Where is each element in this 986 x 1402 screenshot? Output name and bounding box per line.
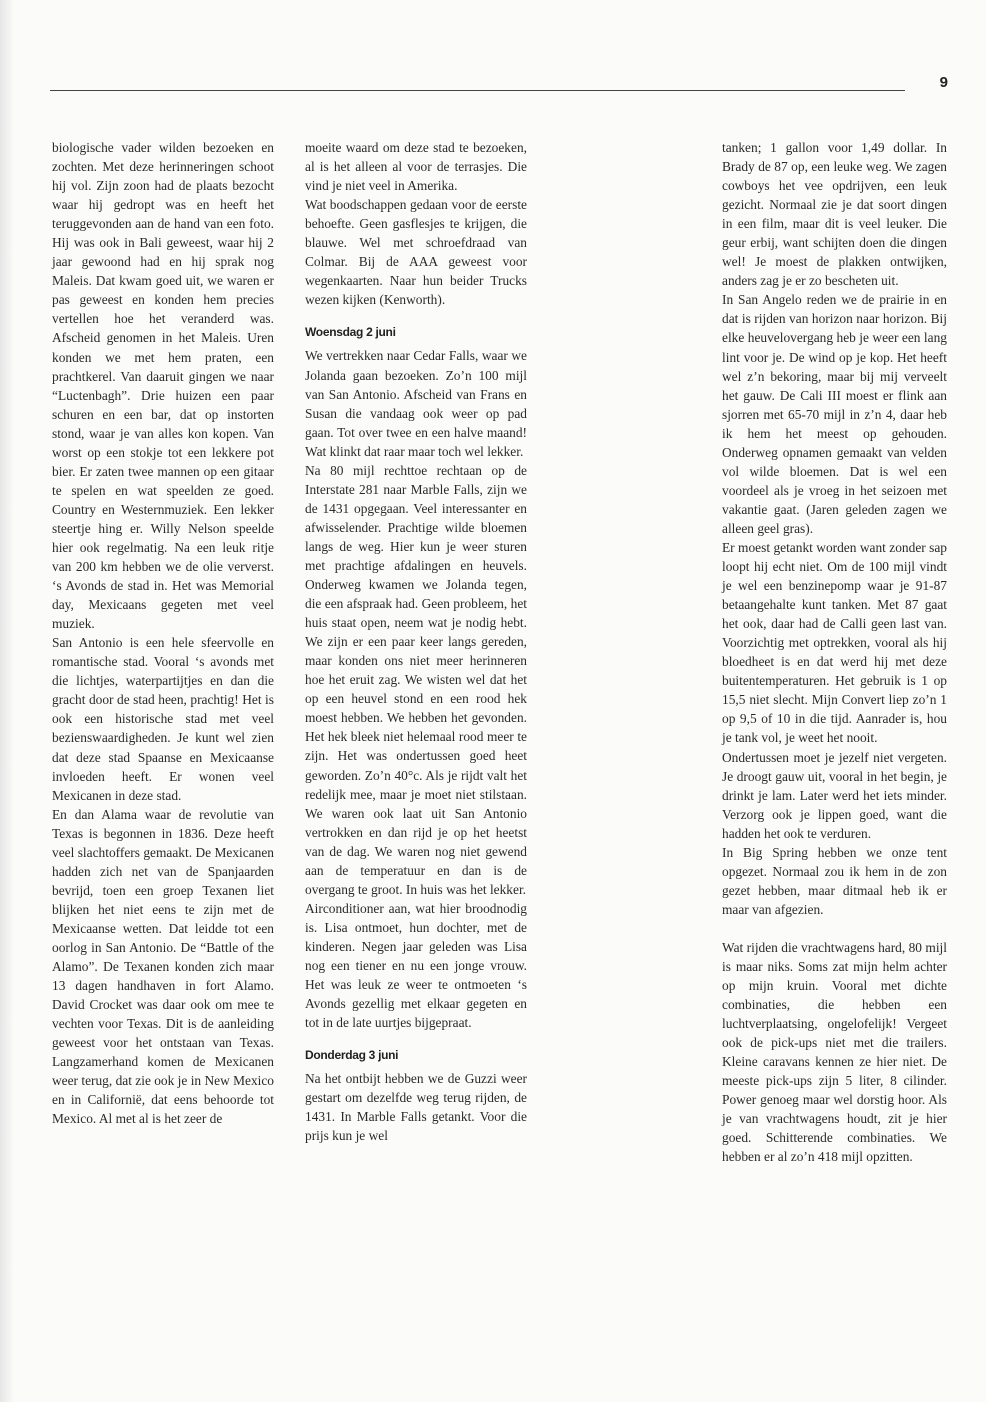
paragraph: We vertrekken naar Cedar Falls, waar we Jolanda gaan bezoeken. Zo’n 100 mijl van San Antonio. Afscheid van Frans en Susan die vandaag ook weer op pad gaan. Tot over twee en een halve maand! Wat klinkt dat raar maar toch wel lekker.	[305, 348, 527, 459]
text-column-2	[305, 138, 527, 1145]
header-rule	[50, 90, 905, 91]
section-heading: Woensdag 2 juni	[305, 325, 396, 340]
text-column-3	[722, 138, 947, 1166]
page-edge-shadow	[0, 0, 14, 1402]
paragraph: Airconditioner aan, wat hier broodnodig is. Lisa ontmoet, hun dochter, met de kinderen. Negen jaar geleden was Lisa nog een tiener en nu een jonge vrouw. Het was leuk ze weer te ontmoeten ‘s Avonds gezellig met elkaar gegeten en tot in de late uurtjes bijgepraat.	[305, 900, 527, 1031]
paragraph: moeite waard om deze stad te bezoeken, al is het alleen al voor de terrasjes. Die vind je niet veel in Amerika.	[305, 140, 527, 194]
paragraph: Na 80 mijl rechttoe rechtaan op de Interstate 281 naar Marble Falls, zijn we de 1431 opgegaan. Veel interessanter en afwisselender. Prachtige wilde bloemen langs de weg. Hier kun je weer sturen met prachtige afdalingen en heuvels. Onderweg kwamen we Jolanda tegen, die een afspraak had. Geen probleem, het huis staat open, neem wat je nodig hebt. We zijn er een paar keer langs gereden, maar konden ons niet meer herinneren hoe het eruit zag. We wisten wel dat het op een heuvel stond en een rood hek moest hebben. We hebben het gevonden. Het hek bleek niet helemaal rood meer te zijn. Het was ondertussen goed heet geworden. Zo’n 40°c. Als je rijdt valt het redelijk mee, maar je moet niet stilstaan. We waren ook laat uit San Antonio vertrokken en dan rijd je op het heetst van de dag. We waren nog niet gewend aan de temperatuur en dan is de overgang te groot. In huis was het lekker.	[305, 462, 527, 897]
paragraph: Ondertussen moet je jezelf niet vergeten. Je droogt gauw uit, vooral in het begin, je drinkt je lam. Later werd het iets minder. Verzorg ook je lippen goed, want die hadden het ook te verduren.	[722, 749, 947, 841]
paragraph: biologische vader wilden bezoeken en zochten. Met deze herinneringen schoot hij vol. Zijn zoon had de plaats bezocht waar hij gedropt was en heeft het teruggevonden aan de hand van een foto. Hij was ook in Bali geweest, waar hij 2 jaar gewoond had en hij sprak nog Maleis. Dat kwam goed uit, we waren er pas geweest en konden hem precies vertellen hoe het veranderd was. Afscheid genomen in het Maleis. Uren konden we met hem praten, een prachtkerel. Van daaruit gingen we naar “Luctenbagh”. Drie huizen een paar schuren en een bar, dat op instorten stond, waar je van alles kon kopen. Van worst op een stokje tot een lekkere pot bier. Er zaten twee mannen op een gitaar te spelen en wat speelden ze goed. Country en Westernmuziek. Een lekker steertje hing er. Willy Nelson speelde hier ook regelmatig. Na een leuk ritje van 200 km hebben we de olie ververst. ‘s Avonds de stad in. Het was Memorial day, Mexicaans gegeten met veel muziek.	[52, 140, 274, 632]
paragraph: Wat boodschappen gedaan voor de eerste behoefte. Geen gasflesjes te krijgen, die blauwe. Wel met schroefdraad van Colmar. Bij de AAA geweest voor wegenkaarten. Naar hun beider Trucks wezen kijken (Kenworth).	[305, 197, 527, 308]
paragraph: En dan Alama waar de revolutie van Texas is begonnen in 1836. Deze heeft veel slachtoffers gemaakt. De Mexicanen hadden zich net van de Spanjaarden bevrijd, toen een groep Texanen liet blijken het niet eens te zijn met de Mexicaanse wetten. Dat leidde tot een oorlog in San Antonio. De “Battle of the Alamo”. De Texanen konden zich maar 13 dagen handhaven in fort Alamo. David Crocket was daar ook om mee te vechten voor Texas. Dit is de aanleiding geweest voor het ontstaan van Texas. Langzamerhand komen de Mexicanen weer terug, dat zie ook je in New Mexico en in Californië, dat eens behoorde tot Mexico. Al met al is het zeer de	[52, 806, 274, 1127]
text-column-1	[52, 138, 274, 1128]
section-heading: Donderdag 3 juni	[305, 1048, 399, 1063]
paragraph: Wat rijden die vrachtwagens hard, 80 mijl is maar niks. Soms zat mijn helm achter op mijn kruin. Vooral met dichte combinaties, die hebben een luchtverplaatsing, ongelofelijk! Vergeet ook de pick-ups niet met die trailers. Kleine caravans kennen ze hier niet. De meeste pick-ups zijn 5 liter, 8 cilinder. Power genoeg maar wel dorstig hoor. Als je van vrachtwagens houdt, zit je hier goed. Schitterende combinaties. We hebben er al zo’n 418 mijl opzitten.	[722, 939, 947, 1165]
paragraph: San Antonio is een hele sfeervolle en romantische stad. Vooral ‘s avonds met die lichtjes, waterpartijtjes en dan die gracht door de stad heen, prachtig! Het is ook een historische stad met veel bezienswaardigheden. Je kunt wel zien dat deze stad Spaanse en Mexicaanse invloeden heeft. Er wonen veel Mexicanen in deze stad.	[52, 635, 274, 803]
paragraph: Na het ontbijt hebben we de Guzzi weer gestart om dezelfde weg terug rijden, de 1431. In Marble Falls getankt. Voor die prijs kun je wel	[305, 1071, 527, 1144]
page-number: 9	[939, 74, 948, 91]
paragraph: tanken; 1 gallon voor 1,49 dollar. In Brady de 87 op, een leuke weg. We zagen cowboys het vee opdrijven, een leuk gezicht. Normaal zie je dat soort dingen in een film, maar dit is veel leuker. Die geur erbij, want schijten doen die dingen wel! Je moest de plakken ontwijken, anders zag je er zo bescheten uit.	[722, 140, 947, 289]
paragraph: In Big Spring hebben we onze tent opgezet. Normaal zou ik hem in de zon gezet hebben, maar ditmaal heb ik er maar van afgezien.	[722, 844, 947, 917]
paragraph: Er moest getankt worden want zonder sap loopt hij echt niet. Om de 100 mijl vindt je wel een benzinepomp waar je 91-87 betaangehalte kunt tanken. Met 87 gaat het ook, daar had de Calli geen last van. Voorzichtig met optrekken, vooral als hij bloedheet is en dat werd hij met deze buitentemperaturen. Het gebruik is 1 op 15,5 niet slecht. Mijn Convert liep zo’n 1 op 9,5 of 10 in die tijd. Aanrader is, hou je tank vol, je weet het nooit.	[722, 539, 947, 746]
paragraph: In San Angelo reden we de prairie in en dat is rijden van horizon naar horizon. Bij elke heuvelovergang heb je weer een lang lint voor je. De wind op je kop. Het heeft wel z’n bekoring, maar bij mij verveelt het gauw. De Cali III moest er flink aan sjorren met 65-70 mijl in z’n 4, daar heb ik hem het meest op gehouden. Onderweg opnamen gemaakt van velden vol wilde bloemen. Dat is wel een voordeel als je vroeg in het seizoen met vakantie gaat. (Jaren geleden zagen we alleen geel gras).	[722, 292, 947, 536]
